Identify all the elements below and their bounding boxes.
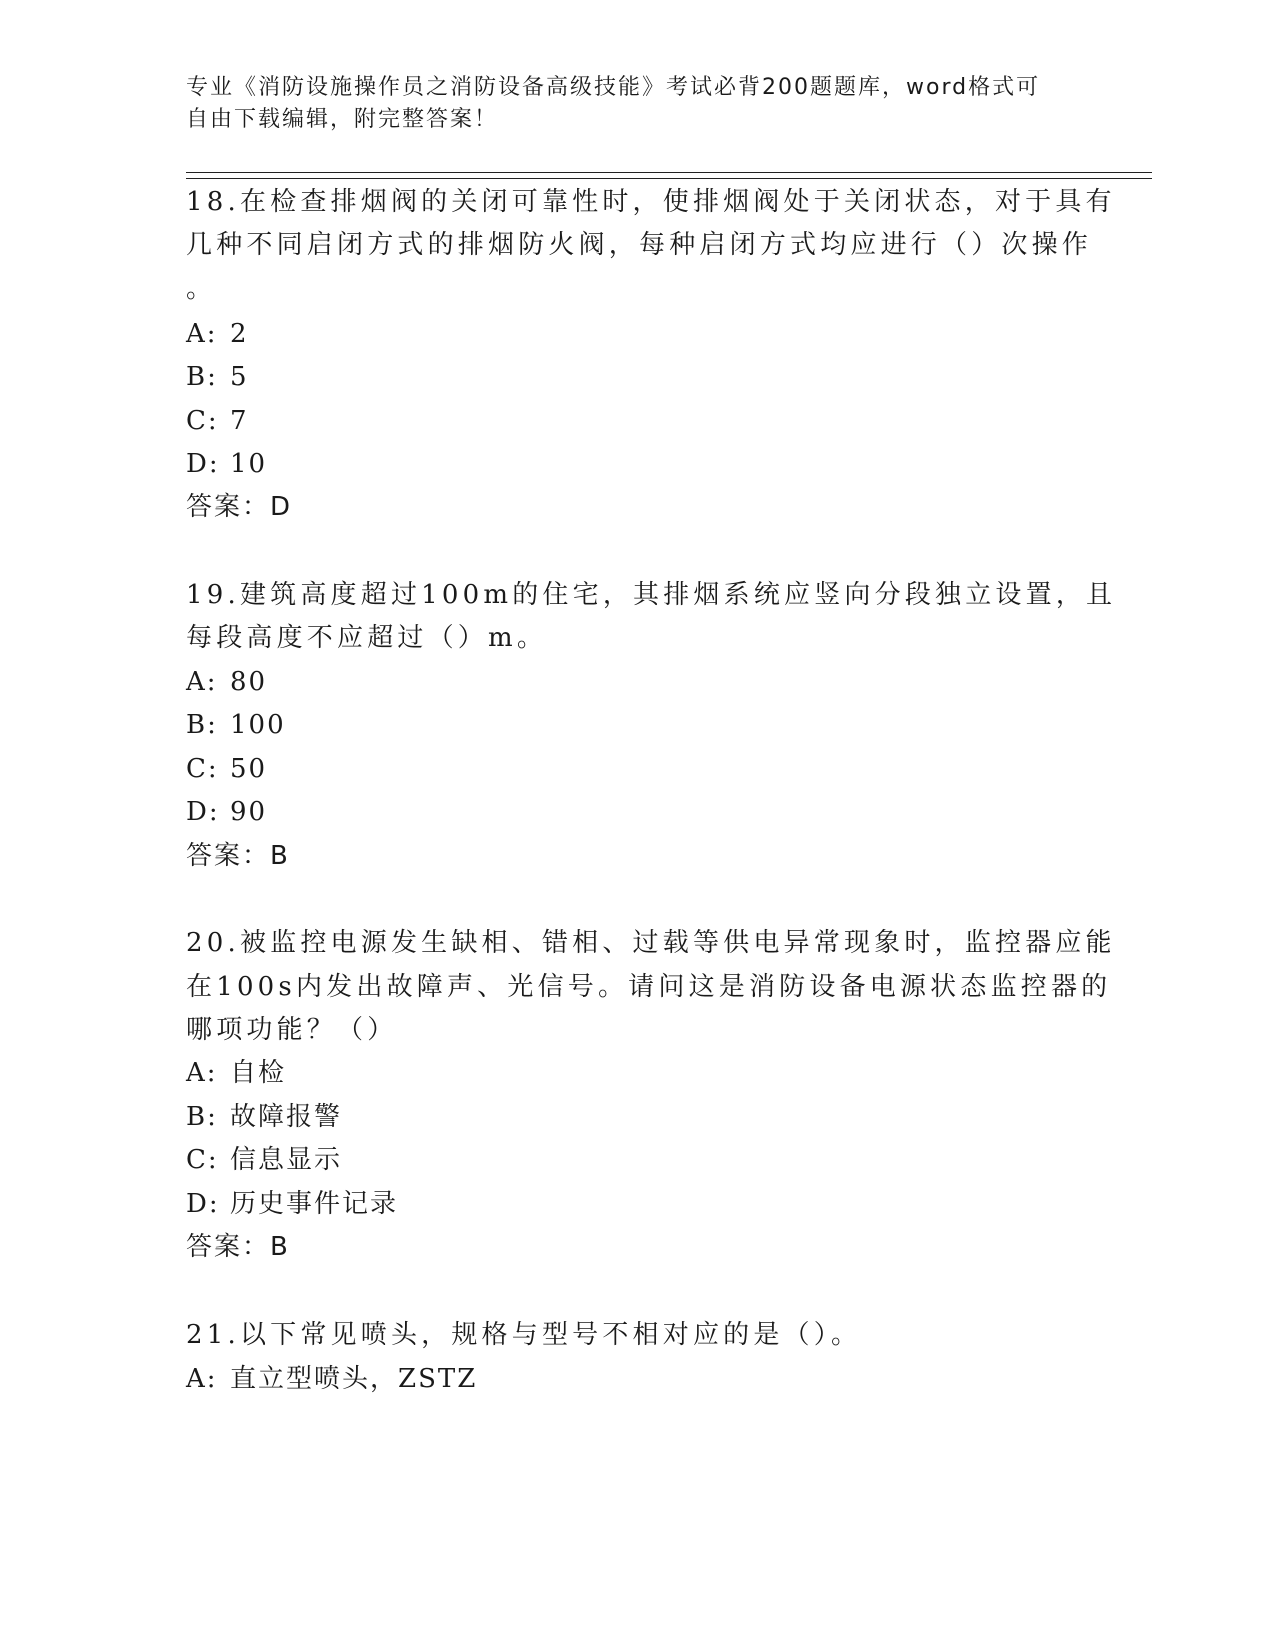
question-20-answer: 答案：B [186, 1232, 290, 1262]
question-21-line-1: 21.以下常见喷头，规格与型号不相对应的是（）。 [186, 1320, 862, 1350]
option-key: A: [186, 319, 218, 349]
option-text: 90 [230, 797, 268, 827]
question-19-answer: 答案：B [186, 841, 290, 871]
option-text: 5 [230, 362, 249, 392]
option-key: B: [186, 1102, 218, 1132]
question-18-line-1: 18.在检查排烟阀的关闭可靠性时，使排烟阀处于关闭状态，对于具有 [186, 187, 1116, 217]
option-key: D: [186, 449, 220, 479]
document-header-line-2: 自由下载编辑，附完整答案！ [186, 107, 499, 132]
option-text: 100 [230, 710, 286, 740]
question-20-line-3: 哪项功能？（） [186, 1015, 398, 1045]
question-19-option-a [186, 665, 267, 699]
question-18-option-d [186, 447, 267, 481]
question-20-option-c [186, 1143, 342, 1177]
option-text: 自检 [230, 1058, 287, 1088]
question-20-line-2: 在100s内发出故障声、光信号。请问这是消防设备电源状态监控器的 [186, 972, 1112, 1002]
question-18-option-c [186, 404, 249, 438]
question-19-option-c [186, 752, 267, 786]
question-18-option-b [186, 360, 249, 394]
question-18-line-3: 。 [186, 274, 217, 304]
option-key: C: [186, 754, 219, 784]
option-key: A: [186, 667, 218, 697]
question-19-line-1: 19.建筑高度超过100m的住宅，其排烟系统应竖向分段独立设置，且 [186, 580, 1117, 610]
option-key: D: [186, 1189, 220, 1219]
header-divider-top [186, 172, 1152, 173]
option-key: C: [186, 1145, 219, 1175]
question-20-line-1: 20.被监控电源发生缺相、错相、过载等供电异常现象时，监控器应能 [186, 928, 1116, 958]
question-18-option-a [186, 317, 249, 351]
option-key: B: [186, 362, 218, 392]
option-text: 7 [230, 406, 249, 436]
question-20-option-b [186, 1100, 342, 1134]
option-text: 2 [230, 319, 249, 349]
question-20-option-d [186, 1187, 398, 1221]
option-key: A: [186, 1364, 218, 1394]
option-text: 历史事件记录 [230, 1189, 399, 1219]
question-18-answer: 答案：D [186, 492, 293, 522]
option-key: C: [186, 406, 219, 436]
option-key: D: [186, 797, 220, 827]
header-divider-bottom [186, 178, 1152, 179]
question-19-option-d [186, 795, 267, 829]
option-text: 信息显示 [230, 1145, 343, 1175]
option-key: A: [186, 1058, 218, 1088]
option-text: 10 [230, 449, 268, 479]
document-header-line-1: 专业《消防设施操作员之消防设备高级技能》考试必背200题题库，word格式可 [186, 75, 1041, 100]
option-text: 80 [230, 667, 268, 697]
question-19-line-2: 每段高度不应超过（）m。 [186, 623, 548, 653]
option-key: B: [186, 710, 218, 740]
option-text: 50 [230, 754, 268, 784]
question-18-line-2: 几种不同启闭方式的排烟防火阀，每种启闭方式均应进行（）次操作 [186, 230, 1093, 260]
option-text: 直立型喷头，ZSTZ [230, 1364, 478, 1394]
question-19-option-b [186, 708, 286, 742]
question-21-option-a [186, 1362, 477, 1396]
question-20-option-a [186, 1056, 286, 1090]
option-text: 故障报警 [230, 1102, 343, 1132]
